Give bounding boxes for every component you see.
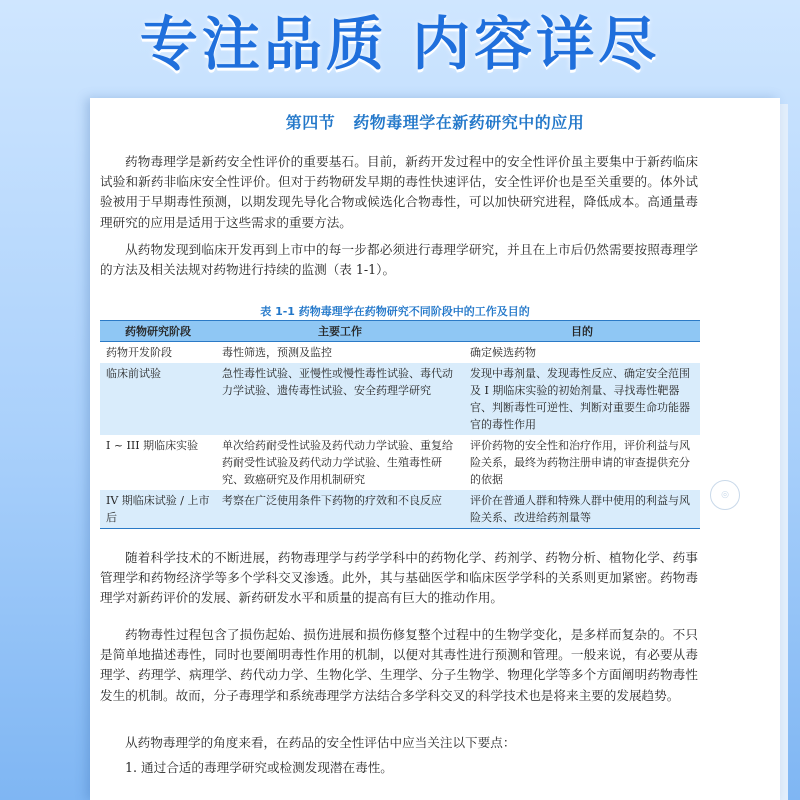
table-cell: 单次给药耐受性试验及药代动力学试验、重复给药耐受性试验及药代动力学试验、生殖毒性研究、致癌研究及作用机制研究 — [222, 439, 453, 486]
table-header-row — [100, 321, 700, 342]
list-item: 1. 通过合适的毒理学研究或检测发现潜在毒性。 — [125, 760, 393, 775]
table-header-stage: 药物研究阶段 — [100, 321, 216, 342]
table-cell: 发现中毒剂量、发现毒性反应、确定安全范围及 I 期临床实验的初始剂量、寻找毒性靶器官、判断毒性可逆性、判断对重要生命功能器官的毒性作用 — [464, 363, 700, 435]
table-cell: I ~ III 期临床实验 — [106, 439, 199, 452]
table-header-purpose: 目的 — [464, 321, 700, 342]
stage-work-table — [100, 320, 700, 529]
table-row — [100, 363, 700, 435]
promo-headline: 专注品质 内容详尽 — [139, 10, 661, 78]
table-header-work: 主要工作 — [216, 321, 464, 342]
table-cell: 临床前试验 — [100, 363, 216, 435]
table-cell: 急性毒性试验、亚慢性或慢性毒性试验、毒代动力学试验、遗传毒性试验、安全药理学研究 — [216, 363, 464, 435]
paragraph-2: 从药物发现到临床开发再到上市中的每一步都必须进行毒理学研究，并且在上市后仍然需要按照毒理学的方法及相关法规对药物进行持续的监测（表 1-1）。 — [100, 242, 698, 278]
table-cell: 评价在普通人群和特殊人群中使用的利益与风险关系、改进给药剂量等 — [464, 490, 700, 529]
table-row — [100, 435, 700, 490]
section-heading — [90, 110, 780, 133]
table-cell: 评价药物的安全性和治疗作用，评价利益与风险关系，最终为药物注册申请的审查提供充分的依据 — [470, 439, 690, 486]
table-cell: 考察在广泛使用条件下药物的疗效和不良反应 — [216, 490, 464, 529]
paragraph-3: 随着科学技术的不断进展，药物毒理学与药学学科中的药物化学、药剂学、药物分析、植物化学、药事管理学和药物经济学等多个学科交叉渗透。此外，其与基础医学和临床医学学科的关系则更加紧密。药物毒理学对新药评价的发展、新药研发水平和质量的提高有巨大的推动作用。 — [100, 550, 698, 606]
paragraph-1: 药物毒理学是新药安全性评价的重要基石。目前，新药开发过程中的安全性评价虽主要集中于新药临床试验和新药非临床安全性评价。但对于药物研发早期的毒性快速评估，安全性评价也是至关重要的。体外试验被用于早期毒性预测，以期发现先导化合物或候选化合物毒性，可以加快研究进程，降低成本。高通量毒理研究的应用是适用于这些需求的重要方法。 — [100, 154, 698, 230]
paragraph-5: 从药物毒理学的角度来看，在药品的安全性评估中应当关注以下要点： — [125, 735, 516, 750]
section-number: 第四节 — [285, 113, 336, 132]
table-cell: 药物开发阶段 — [106, 346, 172, 359]
section-title: 药物毒理学在新药研究中的应用 — [353, 113, 585, 132]
watermark-seal-icon: ◎ — [710, 480, 740, 510]
paragraph-4: 药物毒性过程包含了损伤起始、损伤进展和损伤修复整个过程中的生物学变化，是多样而复杂的。不只是简单地描述毒性，同时也要阐明毒性作用的机制，以便对其毒性进行预测和管理。一般来说，有必要从毒理学、药理学、病理学、药代动力学、生物化学、生理学、分子生物学、物理化学等多个方面阐明药物毒性发生的机制。故而，分子毒理学和系统毒理学方法结合多学科交叉的科学技术也是将来主要的发展趋势。 — [100, 627, 698, 703]
table-cell: 确定候选药物 — [470, 346, 536, 359]
table-caption: 表 1-1 药物毒理学在药物研究不同阶段中的工作及目的 — [260, 305, 530, 318]
table-row — [100, 342, 700, 364]
table-cell: 毒性筛选，预测及监控 — [222, 346, 332, 359]
book-page — [90, 98, 780, 800]
table-cell: IV 期临床试验 / 上市后 — [100, 490, 216, 529]
table-row — [100, 490, 700, 529]
